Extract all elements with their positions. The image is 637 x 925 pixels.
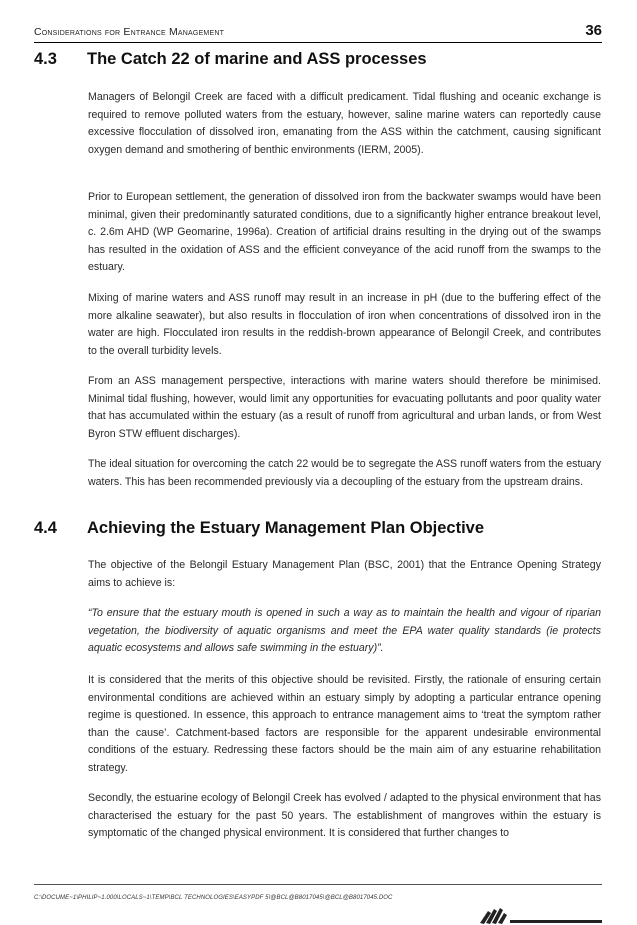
running-title: Considerations for Entrance Management	[34, 26, 225, 38]
footer-file-path: C:\DOCUME~1\PHILIP~1.000\LOCALS~1\TEMP\BCL TECHNOLOGIES\EASYPDF 5\@BCL@B8017045\@BCL@B8017045.DOC	[34, 895, 393, 901]
paragraph: The ideal situation for overcoming the catch 22 would be to segregate the ASS runoff waters from the estuary waters. This has been recommended previously via a decoupling of the estuary from the upstream drains.	[88, 458, 601, 488]
section-heading-4-3	[34, 50, 427, 69]
paragraph: The objective of the Belongil Estuary Management Plan (BSC, 2001) that the Entrance Opening Strategy aims to achieve is:	[88, 559, 601, 589]
section-title: The Catch 22 of marine and ASS processes	[87, 50, 427, 68]
quoted-objective: “To ensure that the estuary mouth is opened in such a way as to maintain the health and vigour of riparian vegetation, the biodiversity of aquatic organisms and meet the EPA water quality standards (ie protects aquatic ecosystems and allows safe swimming in the estuary)”.	[88, 607, 601, 655]
paragraph: Secondly, the estuarine ecology of Belongil Creek has evolved / adapted to the physical environment that has characterised the estuary for the past 50 years. The establishment of mangroves within the estuary is symptomatic of the changed physical environment. It is considered that further changes to	[88, 792, 601, 840]
paragraph: Managers of Belongil Creek are faced with a difficult predicament. Tidal flushing and oceanic exchange is required to remove polluted waters from the estuary, however, saline marine waters can reportedly cause excessive flocculation of dissolved iron, emanating from the ASS within the catchment, causing significant oxygen demand and smothering of benthic environments (IERM, 2005).	[88, 91, 601, 156]
section-heading-4-4	[34, 519, 484, 538]
section-number: 4.3	[34, 50, 57, 68]
footer-rule	[34, 884, 602, 885]
section-number: 4.4	[34, 519, 57, 537]
page-header	[34, 22, 602, 43]
paragraph: It is considered that the merits of this objective should be revisited. Firstly, the rationale of ensuring certain environmental conditions are achieved within an estuary simply by adopting a particular entrance opening regime is questioned. In essence, this approach to entrance management aims to ‘treat the symptom rather than the cause’. Catchment-based factors are responsible for the apparent undesirable environmental conditions of the estuary. Redressing these factors should be the main aim of any estuarine rehabilitation strategy.	[88, 674, 601, 774]
paragraph: Prior to European settlement, the generation of dissolved iron from the backwater swamps would have been minimal, given their predominantly saturated conditions, due to a significantly higher entrance breakout level, c. 2.6m AHD (WP Geomarine, 1996a). Creation of artificial drains resulting in the drying out of the swamps has resulted in the oxidation of ASS and the efficient conveyance of the acid runoff from the swamps to the estuary.	[88, 191, 601, 274]
company-logo-icon	[476, 905, 606, 925]
section-title: Achieving the Estuary Management Plan Objective	[87, 519, 485, 537]
paragraph: Mixing of marine waters and ASS runoff may result in an increase in pH (due to the buffering effect of the more alkaline seawater), but also results in flocculation of iron when concentrations of dissolved iron in the water are high. Flocculated iron results in the reddish-brown appearance of Belongil Creek, and contributes to the overall turbidity levels.	[88, 292, 601, 357]
paragraph: From an ASS management perspective, interactions with marine waters should therefore be minimised. Minimal tidal flushing, however, would limit any opportunities for evacuating pollutants and poor quality water that has accumulated within the estuary (as a result of runoff from agricultural and urban lands, or from West Byron STW effluent discharges).	[88, 375, 601, 440]
page-number: 36	[585, 22, 602, 39]
